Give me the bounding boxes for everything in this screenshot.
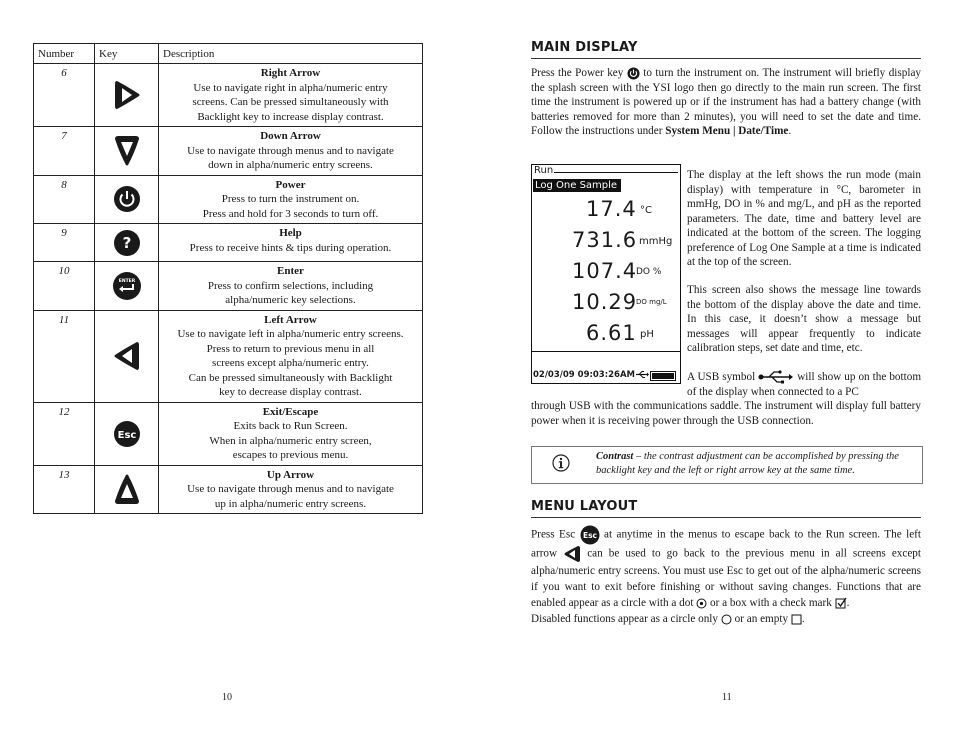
info-icon xyxy=(552,454,570,472)
key-desc-line: key to decrease display contrast. xyxy=(219,386,362,398)
usb-text: A USB symbol xyxy=(687,371,756,383)
intro-text: to turn the instrument on. The instrument will briefly display the splash screen with the YSI logo then go directly to the main run screen. The first time the instrument is powered up or if the instrument has had a battery change (with batteries removed for more than 2 minutes), you will need to set the date and time. Follow the instructions under xyxy=(531,67,922,137)
intro-text: . xyxy=(788,125,792,137)
reading-row xyxy=(532,259,680,285)
message-line xyxy=(532,351,680,352)
enter-key-icon xyxy=(112,269,142,303)
reading-row xyxy=(532,197,680,223)
key-title: Down Arrow xyxy=(260,130,321,142)
row-number: 6 xyxy=(34,64,95,127)
right-arrow-key-icon xyxy=(112,78,142,112)
row-number: 8 xyxy=(34,175,95,224)
radio-selected-icon xyxy=(696,598,707,609)
menu-text: that are enabled appear as a circle with a dot xyxy=(531,581,922,609)
key-desc-line: Use to navigate through menus and to navigate xyxy=(187,483,394,495)
page-number: 11 xyxy=(722,692,732,703)
checkbox-checked-icon xyxy=(835,597,847,609)
reading-value: 6.61 xyxy=(586,321,637,345)
key-desc-line: Press to turn the instrument on. xyxy=(221,193,360,205)
note-text: – the contrast adjustment can be accomplished by pressing the backlight key and the left or right arrow key at the same time. xyxy=(596,451,899,476)
key-desc-line: Use to navigate left in alpha/numeric entry screens. xyxy=(177,328,404,340)
key-desc-line: When in alpha/numeric entry screen, xyxy=(209,434,372,447)
message-line-description: This screen also shows the message line towards the bottom of the display above the date and time. In this case, it doesn’t show a message but messages will appear frequently to indicate calibration steps, set date and time, etc. xyxy=(687,284,921,354)
key-desc-line: Press to receive hints & tips during operation. xyxy=(189,241,392,254)
key-desc-line: screens. Can be pressed simultaneously with xyxy=(192,96,389,108)
reading-row xyxy=(532,321,680,347)
menu-text: . xyxy=(846,597,850,609)
key-desc-line: Backlight key to increase display contrast. xyxy=(197,110,384,123)
col-number-header: Number xyxy=(34,44,95,64)
menu-text: or an empty xyxy=(734,613,789,625)
reading-unit: pH xyxy=(640,329,654,340)
menu-text: left arrow xyxy=(531,528,922,560)
run-label: Run xyxy=(534,165,554,176)
usb-icon xyxy=(635,370,649,379)
menu-text: Disabled functions appear as a circle only xyxy=(531,613,719,625)
reading-value: 731.6 xyxy=(572,228,638,252)
key-title: Power xyxy=(275,178,306,191)
table-row xyxy=(34,64,423,127)
svg-text:?: ? xyxy=(122,233,131,252)
reading-unit: DO % xyxy=(636,267,662,277)
table-row xyxy=(34,175,423,224)
reading-row xyxy=(532,228,680,254)
log-mode-banner: Log One Sample xyxy=(533,179,621,192)
usb-text: bottom of the display when connected to a PC xyxy=(687,371,922,398)
note-bold: Contrast xyxy=(596,451,634,462)
key-desc-line: Press and hold for 3 seconds to turn off. xyxy=(202,207,379,220)
left-arrow-key-icon xyxy=(112,339,142,373)
key-desc-line: Use to navigate right in alpha/numeric entry xyxy=(193,81,388,94)
lcd-run-screen xyxy=(531,164,681,384)
menu-path: System Menu | Date/Time xyxy=(665,125,789,137)
keypad-table xyxy=(33,43,423,514)
key-desc-line: screens except alpha/numeric entry. xyxy=(212,357,369,369)
key-desc-line: Can be pressed simultaneously with Backlight xyxy=(188,371,393,384)
usb-description xyxy=(687,370,921,399)
key-title: Left Arrow xyxy=(264,313,317,326)
table-row xyxy=(34,262,423,311)
row-number: 12 xyxy=(34,402,95,465)
reading-unit: DO mg/L xyxy=(636,298,667,306)
key-title: Exit/Escape xyxy=(262,405,319,418)
menu-text: . xyxy=(801,613,805,625)
battery-icon xyxy=(650,371,676,381)
table-row xyxy=(34,465,423,514)
radio-empty-icon xyxy=(721,614,732,625)
power-key-icon xyxy=(627,67,640,80)
reading-value: 107.4 xyxy=(572,259,638,283)
row-number: 7 xyxy=(34,127,95,176)
reading-unit: °C xyxy=(640,205,652,216)
main-display-intro xyxy=(531,66,921,139)
down-arrow-key-icon xyxy=(112,134,142,168)
row-number: 11 xyxy=(34,310,95,402)
table-row xyxy=(34,310,423,402)
date-time-status: 02/03/09 09:03:26AM xyxy=(533,370,635,380)
svg-text:Esc: Esc xyxy=(582,531,597,540)
table-row xyxy=(34,127,423,176)
reading-value: 17.4 xyxy=(586,197,637,221)
key-desc-line: Press to return to previous menu in all xyxy=(206,342,375,355)
key-desc-line: alpha/numeric key selections. xyxy=(225,294,356,306)
col-description-header: Description xyxy=(159,44,423,64)
key-desc-line: Use to navigate through menus and to navigate xyxy=(187,144,394,157)
battery-level xyxy=(652,373,674,379)
svg-text:ENTER: ENTER xyxy=(118,278,135,284)
table-row xyxy=(34,402,423,465)
usb-icon xyxy=(758,370,794,384)
row-number: 9 xyxy=(34,224,95,262)
key-desc-line: up in alpha/numeric entry screens. xyxy=(214,497,367,510)
menu-layout-heading: MENU LAYOUT xyxy=(531,499,921,518)
main-display-heading: MAIN DISPLAY xyxy=(531,40,921,59)
escape-key-icon xyxy=(580,525,600,545)
reading-value: 10.29 xyxy=(572,290,638,314)
key-desc-line: down in alpha/numeric entry screens. xyxy=(208,159,373,171)
key-desc-line: Press to confirm selections, including xyxy=(207,279,374,292)
menu-text: or a box with a check mark xyxy=(710,597,832,609)
key-desc-line: escapes to previous menu. xyxy=(232,449,349,461)
table-header-row xyxy=(34,44,423,64)
key-title: Help xyxy=(279,227,302,239)
row-number: 13 xyxy=(34,465,95,514)
usb-text: will show up on the xyxy=(797,371,887,383)
display-description: The display at the left shows the run mode (main display) with temperature in °C, barometer in mmHg, DO in % and mg/L, and pH as the reported parameters. The date, time and battery level are indicated at the bottom of the screen. The logging preference of Log One Sample at a time is indicated at the top of the screen. xyxy=(687,169,921,268)
escape-key-icon xyxy=(112,417,142,451)
key-title: Enter xyxy=(277,265,304,277)
key-desc-line: Exits back to Run Screen. xyxy=(233,420,348,432)
checkbox-empty-icon xyxy=(791,614,802,625)
reading-unit: mmHg xyxy=(639,236,673,247)
right-page xyxy=(477,0,954,738)
svg-text:Esc: Esc xyxy=(117,429,136,441)
power-key-icon xyxy=(112,182,142,216)
key-title: Up Arrow xyxy=(266,468,315,481)
contrast-note xyxy=(531,446,923,484)
reading-row xyxy=(532,290,680,316)
usb-description-continued: through USB with the communications saddle. The instrument will display full battery power when it is receiving power through the USB connection. xyxy=(531,400,921,427)
table-row xyxy=(34,224,423,262)
help-key-icon xyxy=(112,226,142,260)
contrast-note-text xyxy=(596,450,920,478)
menu-text: at anytime in the menus to escape back to the Run screen. The xyxy=(604,528,902,541)
menu-text: Press Esc xyxy=(531,528,576,541)
row-number: 10 xyxy=(34,262,95,311)
col-key-header: Key xyxy=(95,44,159,64)
up-arrow-key-icon xyxy=(112,472,142,506)
menu-layout-text xyxy=(531,525,921,627)
page-number: 10 xyxy=(222,692,232,703)
menu-text: can be used to go back to the previous menu in all screens except alpha/numeric entry screens. You must use Esc to get out of the alpha/numeric screens if you want to exit before finishing or without saving changes. Functions xyxy=(531,547,922,593)
intro-text: Press the Power key xyxy=(531,67,624,79)
key-title: Right Arrow xyxy=(260,67,321,79)
left-arrow-key-icon xyxy=(563,545,581,563)
